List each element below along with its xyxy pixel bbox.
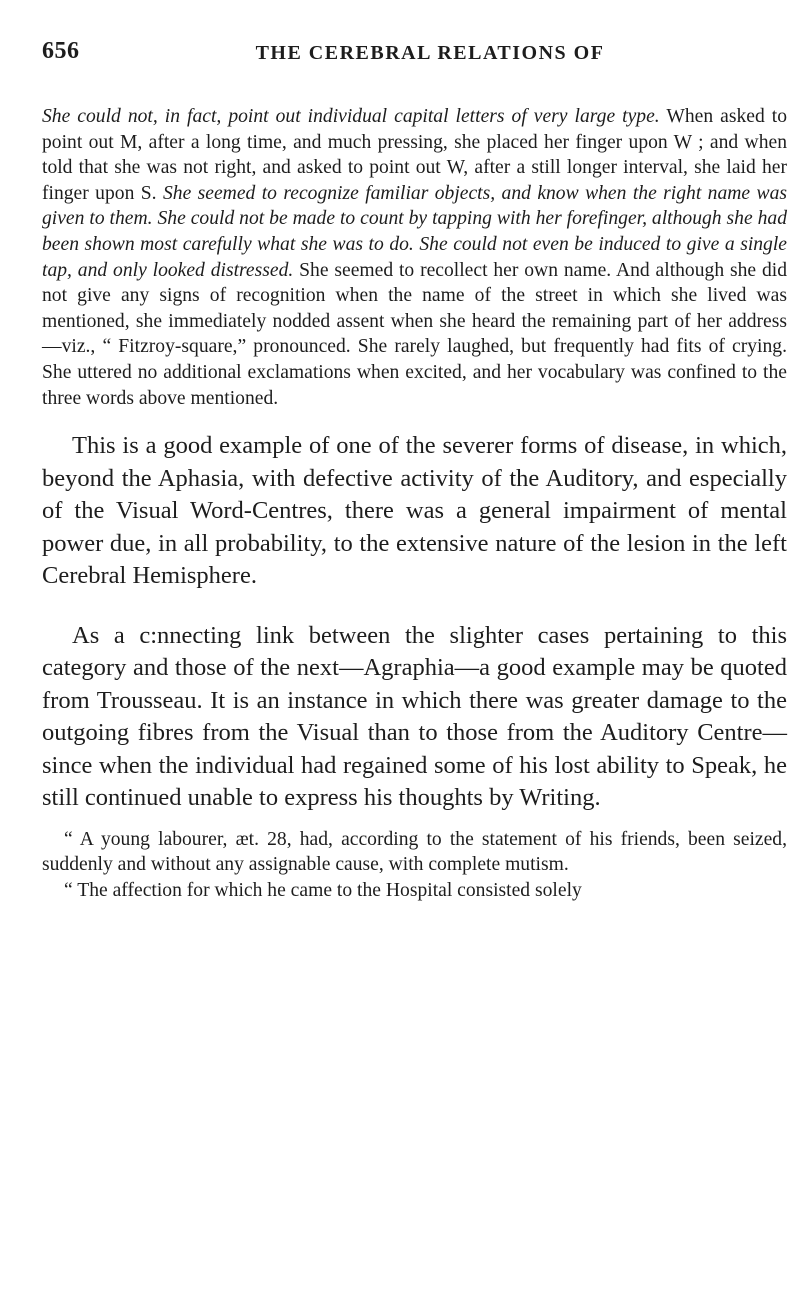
paragraph-case-continuation (42, 104, 787, 411)
quote-paragraph: “ The affection for which he came to the Hospital consisted solely (64, 879, 582, 901)
body-text: She seemed to recollect her own name. And although she did not give any signs of recognition when the name of the street in which she lived was mentioned, she immediately nodded assent when she heard the remaining part of her address—viz., “ Fitzroy-square,” pronounced. She rarely laughed, but frequently had fits of crying. She uttered no additional exclamations when excited, and her vocabulary was confined to the three words above mentioned. (42, 259, 787, 409)
commentary (42, 430, 787, 815)
body-text: When asked to point out M, after a long time, and much pressing, she placed her finger upon W ; and when told that she was not right, and asked to point out W, after a still longer interval, she laid her finger upon S. (42, 106, 787, 204)
italic-text: She could not, in fact, point out individual capital letters of very large type. (42, 106, 660, 127)
case-description (42, 104, 787, 411)
paragraph-commentary: This is a good example of one of the severer forms of disease, in which, beyond the Aphasia, with defective activity of the Auditory, and especially of the Visual Word-Centres, there was a general impairment of mental power due, in all probability, to the extensive nature of the lesion in the left Cerebral Hemisphere. (42, 432, 787, 590)
paragraph-connecting-link: As a c:nnecting link between the slighter cases pertaining to this category and those of the next—Agraphia—a good example may be quoted from Trousseau. It is an instance in which there was greater damage to the outgoing fibres from the Visual than to those from the Auditory Centre—since when the individual had regained some of his lost ability to Speak, he still continued unable to express his thoughts by Writing. (42, 621, 787, 812)
page-header (42, 38, 787, 78)
book-page (42, 38, 787, 903)
trousseau-quote (42, 827, 787, 904)
italic-text: She seemed to recognize familiar objects, and know when the right name was given to them. She could not be made to count by tapping with her forefinger, although she had been shown most carefully what she was to do. She could not even be induced to give a single tap, and only looked distressed. (42, 182, 787, 281)
quote-paragraph: “ A young labourer, æt. 28, had, according to the statement of his friends, been seized, suddenly and without any assignable cause, with complete mutism. (42, 828, 787, 876)
running-head: THE CEREBRAL RELATIONS OF (255, 42, 605, 64)
page-number: 656 (42, 38, 80, 64)
